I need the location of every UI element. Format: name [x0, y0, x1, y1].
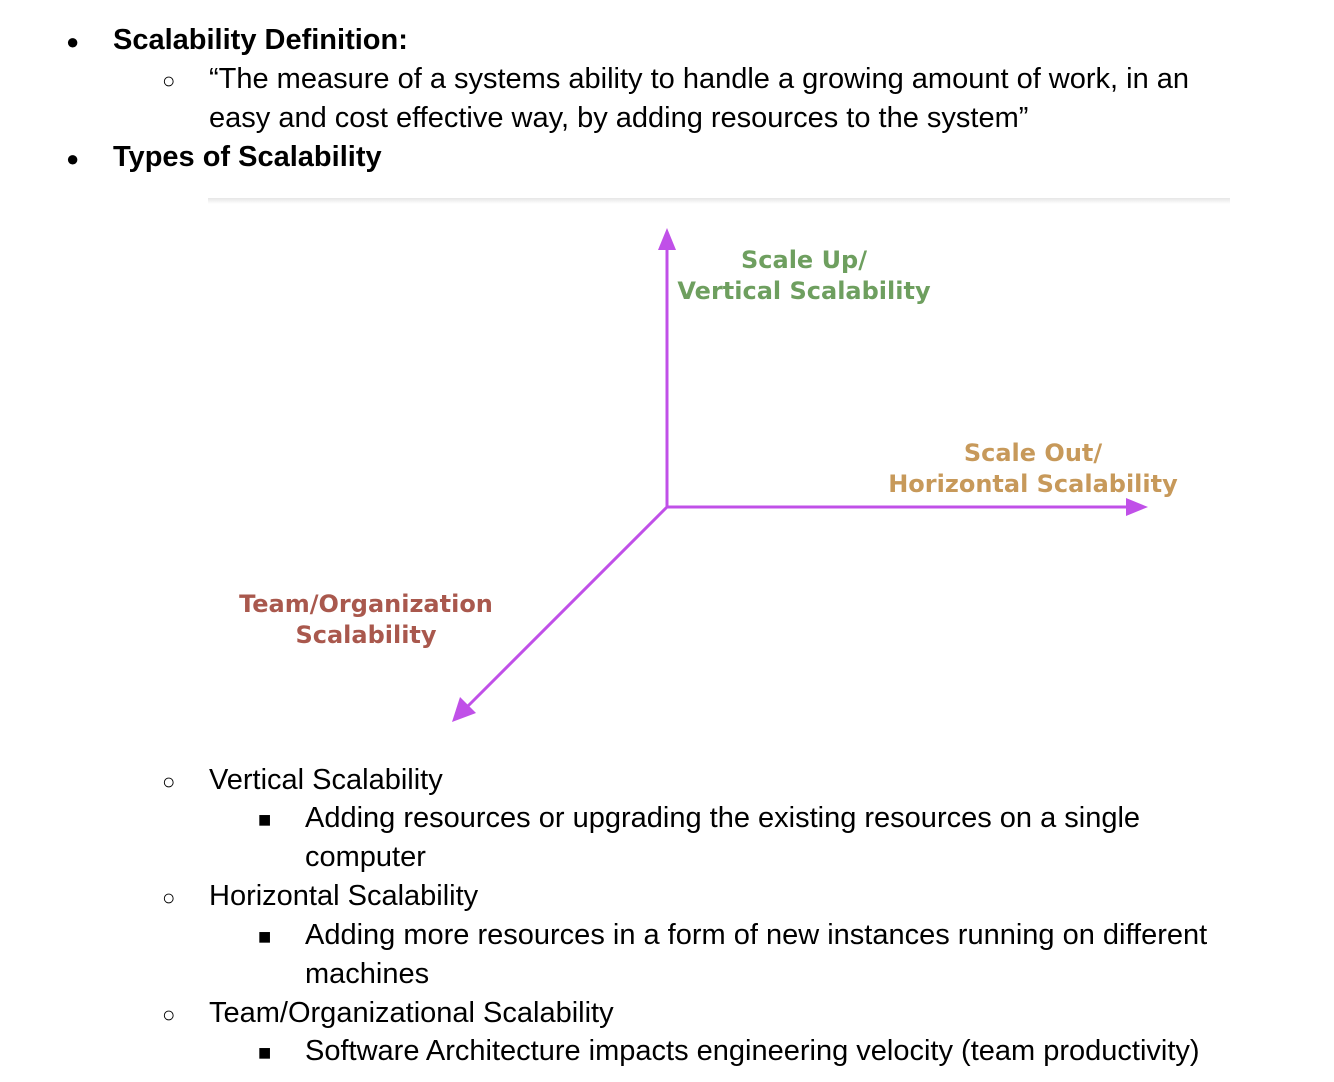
definition-quote-line2: easy and cost effective way, by adding resources to the system”: [209, 102, 1029, 134]
definition-heading: Scalability Definition:: [113, 24, 408, 56]
bullet-level1: ●: [66, 146, 80, 171]
vertical-label-line2: Vertical Scalability: [677, 277, 931, 305]
bullet-level3: ■: [258, 1040, 272, 1065]
bullet-level2: ○: [162, 1002, 176, 1027]
type-organizational-title: Team/Organizational Scalability: [209, 997, 614, 1029]
organizational-label-line2: Scalability: [295, 621, 437, 649]
vertical-label-line1: Scale Up/: [741, 246, 867, 274]
horizontal-label-line2: Horizontal Scalability: [888, 470, 1178, 498]
bullet-level3: ■: [258, 924, 272, 949]
organizational-label-line1: Team/Organization: [239, 590, 493, 618]
type-vertical-title: Vertical Scalability: [209, 764, 443, 796]
type-horizontal-title: Horizontal Scalability: [209, 880, 479, 912]
type-organizational-detail-line1: Software Architecture impacts engineering velocity (team productivity): [305, 1035, 1200, 1067]
horizontal-label-line1: Scale Out/: [963, 439, 1103, 467]
type-horizontal-detail-line1: Adding more resources in a form of new instances running on different: [305, 919, 1208, 951]
vertical-arrow-icon: [658, 228, 676, 250]
scalability-axes-diagram: [208, 198, 1230, 738]
bullet-level3: ■: [258, 807, 272, 832]
bullet-level2: ○: [162, 769, 176, 794]
type-vertical-detail-line1: Adding resources or upgrading the existing resources on a single: [305, 802, 1141, 834]
type-vertical-detail-line2: computer: [305, 841, 426, 873]
diagonal-axis-line: [464, 507, 667, 710]
type-horizontal-detail-line2: machines: [305, 958, 430, 990]
bullet-level1: ●: [66, 29, 80, 54]
types-heading: Types of Scalability: [113, 141, 382, 173]
bullet-level2: ○: [162, 885, 176, 910]
axes-svg: [208, 198, 1230, 738]
horizontal-arrow-icon: [1126, 498, 1148, 516]
definition-quote-line1: “The measure of a systems ability to handle a growing amount of work, in an: [209, 63, 1190, 95]
bullet-level2: ○: [162, 68, 176, 93]
